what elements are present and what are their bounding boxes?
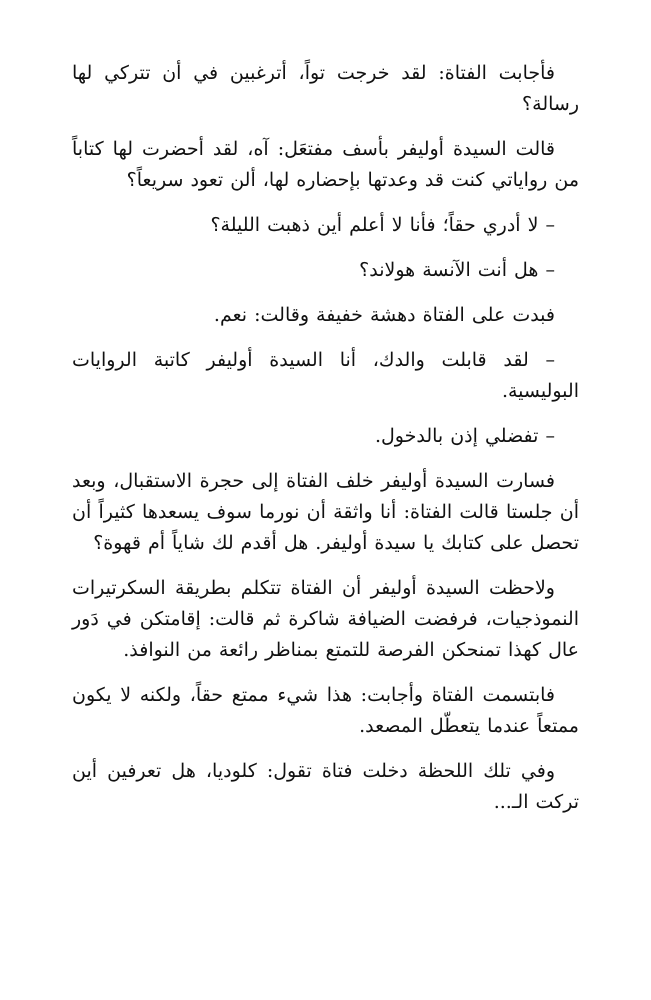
paragraph-8: فسارت السيدة أوليفر خلف الفتاة إلى حجرة الاستقبال، وبعد أن جلستا قالت الفتاة: أنا واثقة أن نورما سوف يسعدها كثيراً أن تحصل على كتابك يا سيدة أوليفر. هل أقدم لك شاياً أم قهوة؟ (72, 470, 579, 554)
paragraph-9: ولاحظت السيدة أوليفر أن الفتاة تتكلم بطريقة السكرتيرات النموذجيات، فرفضت الضيافة شاكرة ثم قالت: إقامتكن في دَور عال كهذا تمنحكن الفرصة للتمتع بمناظر رائعة من النوافذ. (72, 577, 579, 661)
paragraph-2: قالت السيدة أوليفر بأسف مفتعَل: آه، لقد أحضرت لها كتاباً من رواياتي كنت قد وعدتها بإحضاره لها، ألن تعود سريعاً؟ (72, 138, 579, 191)
paragraph-3: – لا أدري حقاً؛ فأنا لا أعلم أين ذهبت الليلة؟ (210, 214, 555, 236)
paragraph-10: فابتسمت الفتاة وأجابت: هذا شيء ممتع حقاً، ولكنه لا يكون ممتعاً عندما يتعطّل المصعد. (72, 684, 579, 737)
paragraph-7: – تفضلي إذن بالدخول. (374, 425, 555, 447)
paragraph-5: فبدت على الفتاة دهشة خفيفة وقالت: نعم. (213, 304, 555, 326)
paragraph-4: – هل أنت الآنسة هولاند؟ (359, 259, 555, 281)
book-page (72, 58, 579, 980)
paragraph-6: – لقد قابلت والدك، أنا السيدة أوليفر كاتبة الروايات البوليسية. (72, 349, 579, 402)
paragraph-1: فأجابت الفتاة: لقد خرجت تواً، أترغبين في أن تتركي لها رسالة؟ (72, 62, 579, 115)
paragraph-11: وفي تلك اللحظة دخلت فتاة تقول: كلوديا، هل تعرفين أين تركت الـ... (72, 760, 579, 813)
